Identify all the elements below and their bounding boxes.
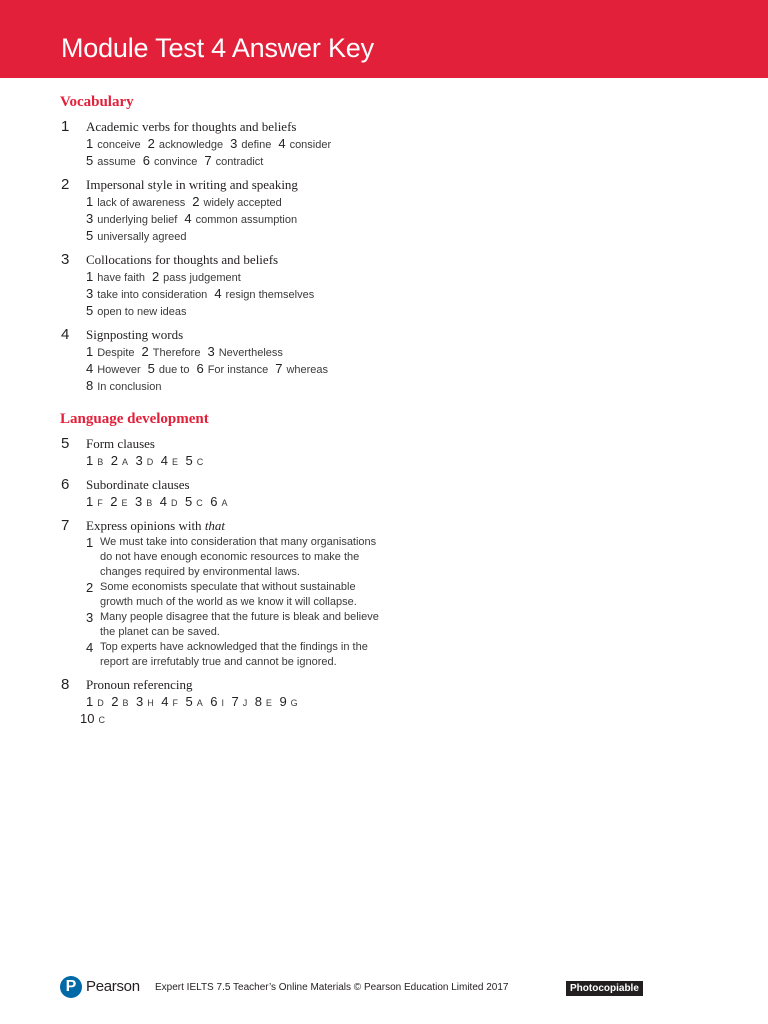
answer-number: 6 [142, 153, 150, 168]
section-heading-language-development: Language development [60, 411, 209, 427]
task-number: 5 [61, 435, 70, 452]
answer-letter: H [147, 698, 155, 708]
answer-number: 5 [185, 694, 193, 709]
answer-number: 3 [134, 494, 143, 509]
answer-number: 3 [86, 211, 94, 226]
answer-number: 2 [141, 344, 149, 359]
task-title: Collocations for thoughts and beliefs [86, 252, 279, 267]
answer-text: define [241, 139, 272, 151]
answer-line [86, 344, 768, 361]
answer-number: 3 [86, 610, 94, 625]
answer-text: conceive [97, 139, 141, 151]
answer-number: 4 [160, 453, 168, 468]
answer-line [80, 711, 768, 728]
answer-text: due to [158, 364, 190, 376]
task-number: 2 [61, 176, 70, 193]
answer-number: 2 [192, 194, 200, 209]
answer-number: 4 [184, 211, 192, 226]
answer-text: widely accepted [203, 197, 282, 209]
answer-number: 3 [135, 453, 143, 468]
answer-text: Some economists speculate that without sustainable growth much of the world as we know it will collapse. [100, 581, 357, 608]
answer-line [86, 303, 768, 320]
task-5 [0, 435, 768, 470]
answer-text: common assumption [195, 214, 298, 226]
answer-letter: D [97, 698, 105, 708]
answer-letter: A [121, 457, 129, 467]
answer-letter: D [170, 498, 178, 508]
answer-text: acknowledge [158, 139, 224, 151]
answer-number: 4 [214, 286, 222, 301]
answer-text: Therefore [152, 347, 201, 359]
answer-letter: F [97, 498, 104, 508]
answer-line [86, 269, 768, 286]
task-title: Form clauses [86, 436, 155, 451]
answer-number: 2 [151, 269, 160, 284]
answer-letter: C [196, 457, 204, 467]
task-title-italic: that [204, 518, 226, 533]
answer-letter: B [97, 457, 104, 467]
answer-number: 3 [230, 136, 238, 151]
answer-text: Despite [97, 347, 135, 359]
task-number: 1 [61, 118, 70, 135]
answer-key-content [0, 90, 768, 728]
answer-number: 9 [279, 694, 287, 709]
answer-letter: D [146, 457, 154, 467]
answer-text: In conclusion [97, 381, 162, 393]
task-1 [0, 118, 768, 170]
answer-number: 5 [147, 361, 155, 376]
task-number: 7 [61, 517, 70, 534]
answer-text: Many people disagree that the future is bleak and believe the planet can be saved. [100, 611, 379, 638]
answer-line [86, 378, 768, 395]
answer-text: We must take into consideration that many organisations do not have enough economic resources to make the changes required by environmental laws. [100, 536, 377, 578]
answer-text: contradict [215, 156, 264, 168]
answer-number: 1 [86, 694, 94, 709]
answer-number: 2 [110, 453, 118, 468]
answer-text: resign themselves [225, 289, 315, 301]
answer-number: 2 [147, 136, 155, 151]
answer-number: 1 [86, 269, 94, 284]
answer-number: 1 [86, 494, 94, 509]
answer-text: Top experts have acknowledged that the findings in the report are irrefutably true and cannot be ignored. [100, 641, 368, 668]
answer-text: lack of awareness [97, 197, 186, 209]
task-6 [0, 476, 768, 511]
answer-line [86, 286, 768, 303]
answer-number: 4 [161, 694, 169, 709]
answer-text: Nevertheless [218, 347, 283, 359]
answer-line [86, 494, 768, 511]
task-title: Signposting words [86, 327, 184, 342]
answer-number: 5 [185, 453, 193, 468]
answer-letter: I [221, 698, 225, 708]
sentence-answers [86, 535, 386, 670]
page-footer [0, 972, 768, 1006]
task-2 [0, 176, 768, 245]
answer-letter: G [290, 698, 299, 708]
answer-text: consider [289, 139, 332, 151]
sentence-answer [86, 580, 386, 610]
answer-number: 7 [275, 361, 283, 376]
answer-letter: E [265, 698, 273, 708]
answer-letter: F [172, 698, 179, 708]
answer-text: whereas [286, 364, 329, 376]
answer-line [86, 228, 768, 245]
task-4 [0, 326, 768, 395]
answer-line [86, 694, 768, 711]
answer-line [86, 153, 768, 170]
answer-number: 2 [110, 494, 118, 509]
answer-letter: E [121, 498, 128, 508]
task-title [86, 517, 768, 535]
answer-text: convince [154, 156, 198, 168]
answer-number: 5 [86, 153, 94, 168]
answer-number: 2 [86, 580, 94, 595]
answer-letter: J [242, 698, 248, 708]
pearson-logo-text: Pearson [86, 978, 140, 995]
answer-line [86, 453, 768, 470]
answer-letter: C [196, 498, 204, 508]
task-title-text: Express opinions with [86, 518, 205, 533]
answer-letter: B [146, 498, 153, 508]
copyright-text: Expert IELTS 7.5 Teacher’s Online Materials © Pearson Education Limited 2017 [155, 982, 509, 993]
answer-number: 3 [86, 286, 94, 301]
section-heading-vocabulary: Vocabulary [60, 94, 134, 110]
answer-letter: E [171, 457, 179, 467]
task-title: Subordinate clauses [86, 477, 190, 492]
page-title: Module Test 4 Answer Key [61, 33, 374, 63]
answer-number: 6 [196, 361, 204, 376]
answer-number: 4 [278, 136, 286, 151]
photocopiable-badge: Photocopiable [566, 981, 643, 996]
answer-line [86, 194, 768, 211]
answer-number: 4 [86, 361, 94, 376]
task-number: 8 [61, 676, 70, 693]
answer-text: have faith [97, 272, 145, 284]
logo-letter: P [65, 978, 77, 995]
answer-number: 8 [86, 378, 94, 393]
answer-line [86, 136, 768, 153]
answer-text: For instance [207, 364, 269, 376]
answer-number: 5 [86, 228, 94, 243]
answer-number: 8 [254, 694, 262, 709]
answer-number: 1 [86, 535, 94, 550]
sentence-answer [86, 535, 386, 580]
task-number: 3 [61, 251, 70, 268]
task-3 [0, 251, 768, 320]
answer-text: universally agreed [97, 231, 187, 243]
sentence-answer [86, 610, 386, 640]
answer-number: 1 [86, 344, 94, 359]
task-7 [0, 517, 768, 670]
task-number: 4 [61, 326, 70, 343]
answer-text: However [97, 364, 141, 376]
answer-number: 5 [184, 494, 193, 509]
pearson-logo-icon [60, 976, 82, 998]
answer-number: 7 [231, 694, 239, 709]
answer-number: 4 [159, 494, 167, 509]
answer-number: 4 [86, 640, 94, 655]
answer-number: 1 [86, 453, 94, 468]
task-8 [0, 676, 768, 728]
answer-number: 6 [210, 494, 218, 509]
answer-text: underlying belief [97, 214, 178, 226]
answer-line [86, 361, 768, 378]
answer-number: 10 [80, 711, 95, 726]
header-banner [0, 0, 768, 78]
vocabulary-tasks [0, 118, 768, 395]
answer-number: 6 [210, 694, 218, 709]
task-title: Academic verbs for thoughts and beliefs [86, 119, 297, 134]
answer-text: assume [97, 156, 136, 168]
answer-number: 3 [207, 344, 215, 359]
answer-letter: B [122, 698, 129, 708]
task-title: Impersonal style in writing and speaking [86, 177, 298, 192]
answer-letter: A [196, 698, 204, 708]
answer-text: pass judgement [163, 272, 241, 284]
task-number: 6 [61, 476, 70, 493]
answer-text: open to new ideas [97, 306, 187, 318]
answer-text: take into consideration [97, 289, 208, 301]
sentence-answer [86, 640, 386, 670]
task-title: Pronoun referencing [86, 677, 193, 692]
answer-number: 1 [86, 136, 94, 151]
answer-number: 1 [86, 194, 94, 209]
answer-letter: C [98, 715, 106, 725]
answer-line [86, 211, 768, 228]
answer-number: 2 [111, 694, 119, 709]
answer-number: 3 [135, 694, 144, 709]
answer-letter: A [221, 498, 228, 508]
answer-number: 5 [86, 303, 94, 318]
answer-number: 7 [204, 153, 212, 168]
